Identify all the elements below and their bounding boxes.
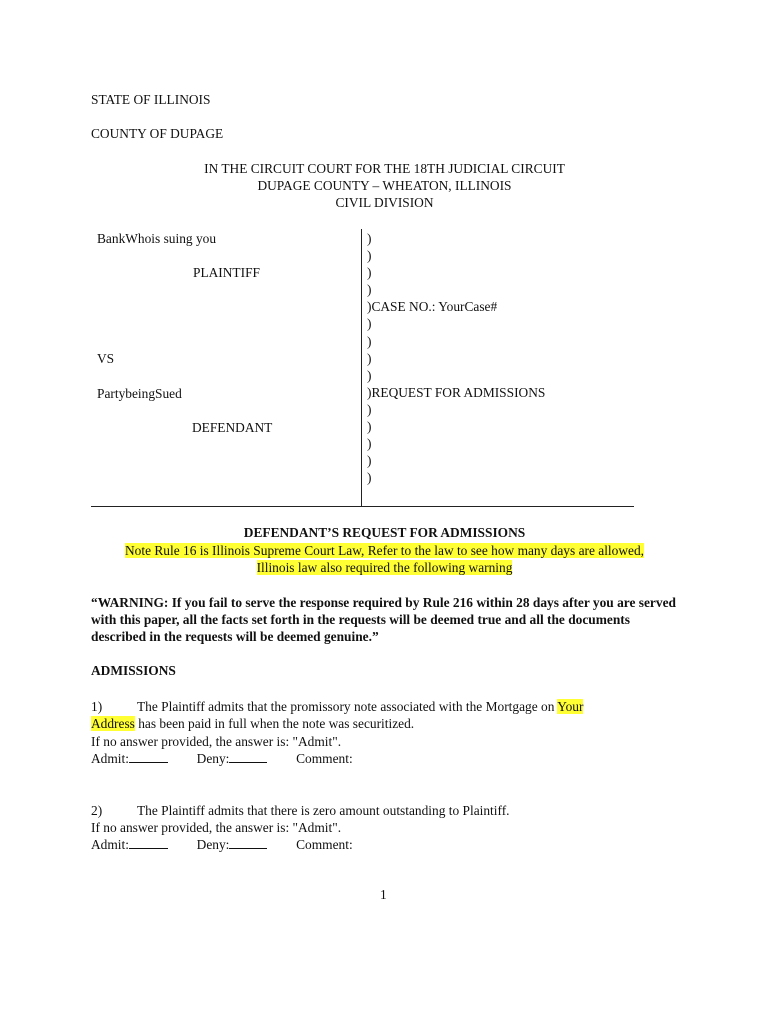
court-line-3: CIVIL DIVISION [335,195,434,210]
versus-label: VS [97,351,115,366]
court-line-1: IN THE CIRCUIT COURT FOR THE 18TH JUDICIAL CIRCUIT [204,161,565,176]
comment-label: Comment: [296,837,353,852]
item-2-response-row [91,836,353,853]
paren: ) [367,265,372,281]
state-heading: STATE OF ILLINOIS [91,92,211,107]
request-title: )REQUEST FOR ADMISSIONS [367,384,546,400]
item-1-number: 1) [91,699,103,714]
paren: ) [367,248,372,264]
defendant-name: PartybeingSued [97,386,182,401]
paren: ) [367,350,372,366]
paren: ) [367,367,372,383]
item-1-text-before: The Plaintiff admits that the promissory note associated with the Mortgage on [137,699,558,714]
paren: ) [367,419,372,435]
note-line-1-wrap [80,542,689,559]
deny-label: Deny: [196,837,230,852]
item-1-highlight-your: Your [557,699,584,714]
plaintiff-label: PLAINTIFF [193,265,260,280]
paren: ) [367,316,372,332]
court-line-2: DUPAGE COUNTY – WHEATON, ILLINOIS [257,178,512,193]
paren: ) [367,470,372,486]
item-1-text-after: has been paid in full when the note was securitized. [134,716,415,731]
caption-vertical-divider [361,229,362,507]
paren: ) [367,231,372,246]
deny-blank[interactable] [229,750,267,763]
deny-blank[interactable] [229,836,267,849]
admit-label: Admit: [91,751,129,766]
paren: ) [367,333,372,349]
caption-horizontal-divider [91,506,634,507]
admit-blank[interactable] [129,750,168,763]
item-1-text-line2 [91,715,414,732]
paren: ) [367,453,372,469]
note-line-2-wrap [91,559,678,576]
paren: ) [367,436,372,452]
item-1-default-answer: If no answer provided, the answer is: "Admit". [91,734,342,749]
caption-parentheses [367,230,545,486]
item-1-response-row [91,750,353,767]
note-line-2: Illinois law also required the following warning [256,560,513,575]
item-2-default-answer: If no answer provided, the answer is: "Admit". [91,820,342,835]
paren: ) [367,282,372,298]
warning-paragraph: “WARNING: If you fail to serve the response required by Rule 216 within 28 days after you are served with this paper, all the facts set forth in the requests will be deemed true and all the documents described in the requests will be deemed genuine.” [91,595,676,644]
document-title: DEFENDANT’S REQUEST FOR ADMISSIONS [243,525,526,540]
item-1-highlight-address: Address [91,716,135,731]
defendant-label: DEFENDANT [192,420,273,435]
paren: ) [367,401,372,417]
case-number: )CASE NO.: YourCase# [367,299,498,315]
note-line-1: Note Rule 16 is Illinois Supreme Court Law, Refer to the law to see how many days are allowed, [124,543,644,558]
deny-label: Deny: [196,751,230,766]
county-heading: COUNTY OF DUPAGE [91,126,224,141]
item-2-text: The Plaintiff admits that there is zero amount outstanding to Plaintiff. [137,803,510,818]
item-1-text-line1 [137,698,583,715]
admit-blank[interactable] [129,836,168,849]
admit-label: Admit: [91,837,129,852]
item-2-number: 2) [91,803,103,818]
comment-label: Comment: [296,751,353,766]
admissions-heading: ADMISSIONS [91,663,176,678]
page-number: 1 [380,887,387,902]
plaintiff-name: BankWhois suing you [97,231,217,246]
